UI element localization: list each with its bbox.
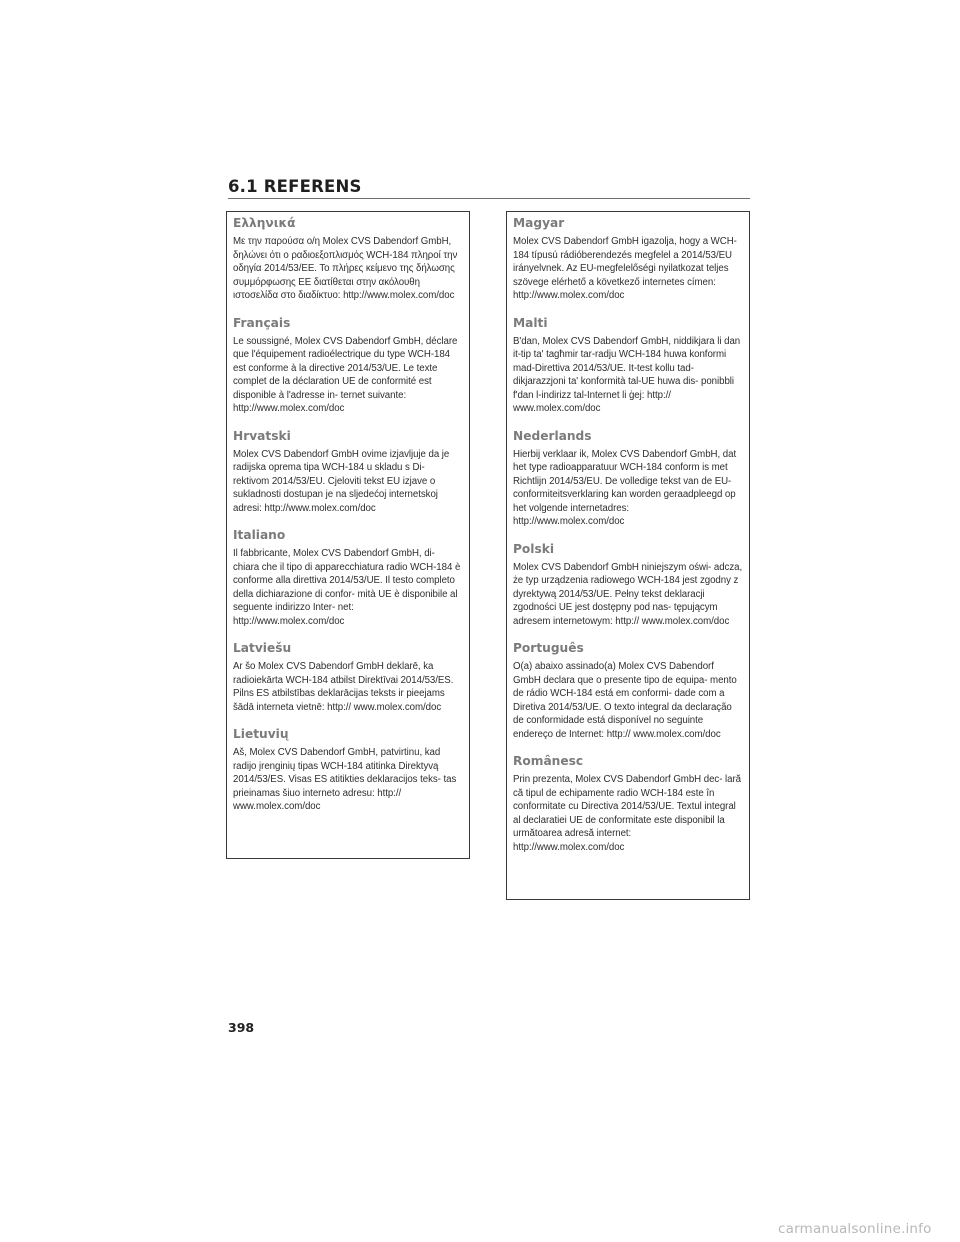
lang-text: Molex CVS Dabendorf GmbH igazolja, hogy a WCH-184 típusú rádióberendezés megfelel a 2014/53/EU irányelvnek. Az EU-megfelelőségi nyilatkozat teljes szövege elérhető a következő internetes címen: http://www.molex.com/doc <box>513 236 737 301</box>
lang-section-latvian <box>233 640 463 714</box>
lang-section-hungarian <box>513 215 743 303</box>
lang-heading: Français <box>233 315 291 330</box>
lang-text: Molex CVS Dabendorf GmbH ovime izjavljuje da je radijska oprema tipa WCH-184 u skladu s Di- rektivom 2014/53/EU. Cjeloviti tekst EU izjave o sukladnosti dostupan je na sljedećoj internetskoj adresi: http://www.molex.com/doc <box>233 448 450 514</box>
lang-text: Aš, Molex CVS Dabendorf GmbH, patvirtinu, kad radijo įrenginių tipas WCH-184 atitinka Direktyvą 2014/53/ES. Visas ES atitikties deklaracijos teks- tas prieinamas šiuo interneto adresu: http:// www.molex.com/doc <box>233 747 457 812</box>
lang-text: O(a) abaixo assinado(a) Molex CVS Dabendorf GmbH declara que o presente tipo de equipa- mento de rádio WCH-184 está em conformi- dade com a Diretiva 2014/53/UE. O texto integral da declaração de conformidade está disponível no seguinte endereço de Internet: http:// www.molex.com/doc <box>513 661 737 740</box>
lang-heading: Nederlands <box>513 428 592 443</box>
lang-section-maltese <box>513 315 743 416</box>
section-title: 6.1 REFERENS <box>228 177 362 196</box>
lang-text: Ar šo Molex CVS Dabendorf GmbH deklarē, ka radioiekārta WCH-184 atbilst Direktīvai 2014/53/ES. Pilns ES atbilstības deklarācijas teksts ir pieejams šādā interneta vietnē: http:// www.molex.com/doc <box>233 661 454 713</box>
left-declarations-box <box>226 211 470 859</box>
watermark-text: carmanualsonline.info <box>778 1221 932 1237</box>
lang-heading: Latviešu <box>233 641 292 655</box>
lang-section-italian <box>233 527 463 628</box>
lang-text: Il fabbricante, Molex CVS Dabendorf GmbH, di- chiara che il tipo di apparecchiatura radio WCH-184 è conforme alla direttiva 2014/53/UE. Il testo completo della dichiarazione di confor- mità UE è disponibile al seguente indirizzo Inter- net: http://www.molex.com/doc <box>233 548 461 627</box>
lang-section-romanian <box>513 753 743 854</box>
lang-text: Molex CVS Dabendorf GmbH niniejszym oświ- adcza, że typ urządzenia radiowego WCH-184 jest zgodny z dyrektywą 2014/53/UE. Pełny tekst deklaracji zgodności UE jest dostępny pod nas- tępującym adresem internetowym: http:// www.molex.com/doc <box>513 561 743 627</box>
lang-section-dutch <box>513 428 743 529</box>
lang-text: Με την παρούσα ο/η Molex CVS Dabendorf GmbH, δηλώνει ότι ο ραδιοεξοπλισμός WCH-184 πληροί την οδηγία 2014/53/ΕΕ. Το πλήρες κείμενο της δήλωσης συμμόρφωσης ΕΕ διατίθεται στην ακόλουθη ιστοσελίδα στο διαδίκτυο: http://www.molex.com/doc <box>233 236 458 301</box>
lang-section-portuguese <box>513 640 743 741</box>
lang-heading: Malti <box>513 315 548 330</box>
page-number: 398 <box>228 1020 255 1035</box>
lang-section-lithuanian <box>233 726 463 814</box>
lang-heading: Português <box>513 641 584 655</box>
lang-text: B'dan, Molex CVS Dabendorf GmbH, niddikjara li dan it-tip ta' tagħmir tar-radju WCH-184 huwa konformi mad-Direttiva 2014/53/UE. It-test kollu tad-dikjarazzjoni ta' konformità tal-UE huwa dis- ponibbli f'dan l-indirizz tal-Internet li ġej: http:// www.molex.com/doc <box>513 335 741 414</box>
lang-heading: Hrvatski <box>233 428 291 443</box>
lang-heading: Italiano <box>233 528 286 542</box>
lang-text: Prin prezenta, Molex CVS Dabendorf GmbH dec- lară că tipul de echipamente radio WCH-184 este în conformitate cu Directiva 2014/53/UE. Textul integral al declaratiei UE de conformitate este disponibil la următoarea adresă internet: http://www.molex.com/doc <box>513 774 741 853</box>
lang-heading: Ελληνικά <box>233 216 296 230</box>
lang-text: Hierbij verklaar ik, Molex CVS Dabendorf GmbH, dat het type radioapparatuur WCH-184 conform is met Richtlijn 2014/53/EU. De volledige tekst van de EU-conformiteitsverklaring kan worden geraadpleegd op het volgende internetadres: http://www.molex.com/doc <box>513 448 737 527</box>
lang-section-french <box>233 315 463 416</box>
lang-heading: Lietuvių <box>233 727 289 741</box>
lang-section-greek <box>233 215 463 303</box>
lang-section-croatian <box>233 428 463 516</box>
lang-heading: Polski <box>513 541 555 556</box>
lang-section-polish <box>513 541 743 629</box>
lang-heading: Românesc <box>513 754 584 768</box>
right-declarations-box <box>506 211 750 900</box>
lang-text: Le soussigné, Molex CVS Dabendorf GmbH, déclare que l'équipement radioélectrique du type WCH-184 est conforme à la directive 2014/53/UE. Le texte complet de la déclaration UE de conformité est disponible à l'adresse in- ternet suivante: http://www.molex.com/doc <box>233 335 458 414</box>
lang-heading: Magyar <box>513 216 565 230</box>
section-header <box>228 176 750 199</box>
